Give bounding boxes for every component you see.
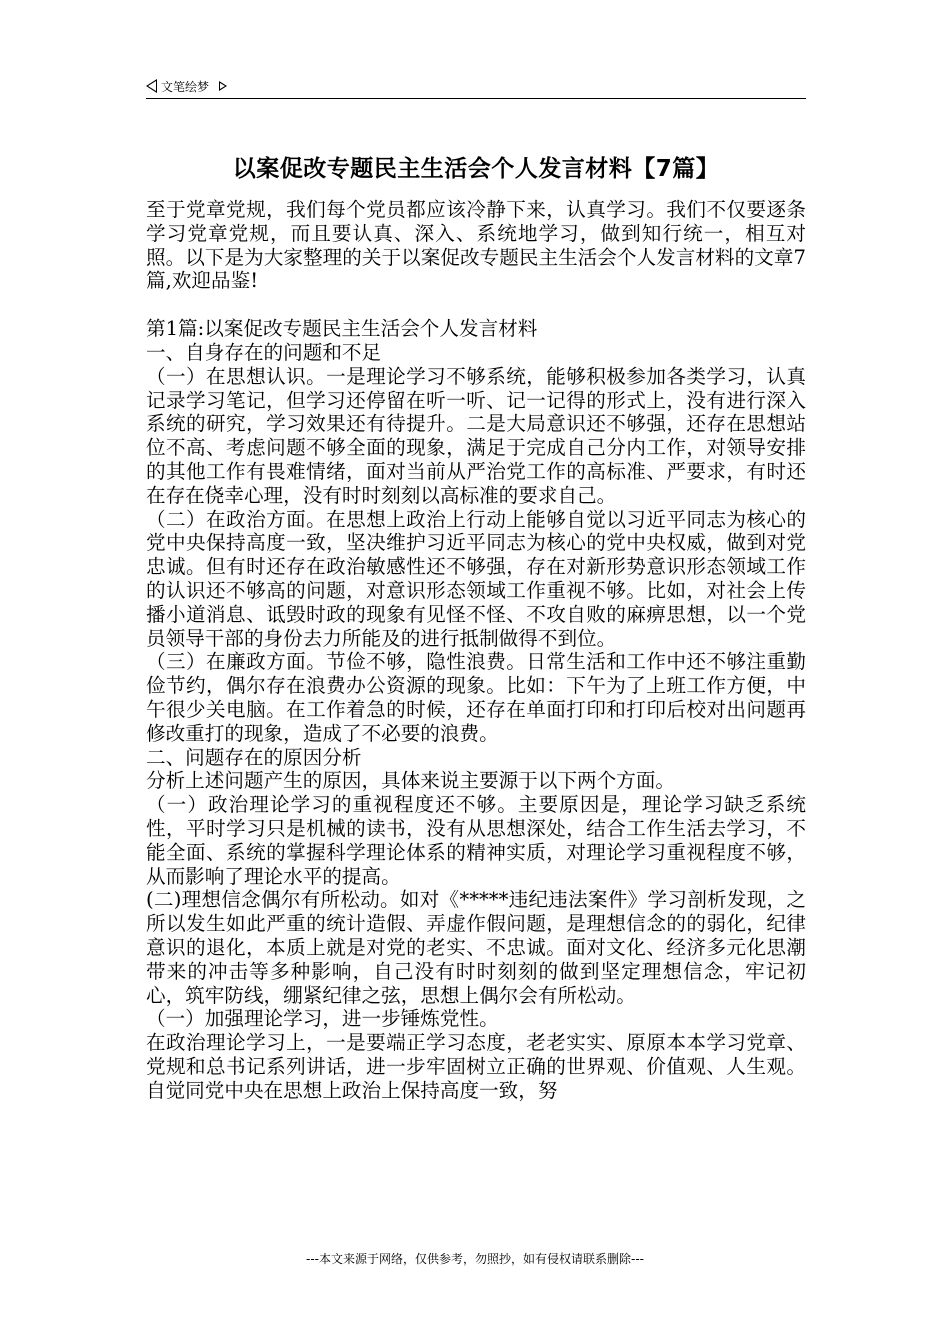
- body-paragraph: （三）在廉政方面。节俭不够，隐性浪费。日常生活和工作中还不够注重勤俭节约，偶尔存在浪费办公资源的现象。比如：下午为了上班工作方便，中午很少关电脑。在工作着急的时候，还存在单面打印和打印后校对出问题再修改重打的现象，造成了不必要的浪费。: [146, 650, 806, 745]
- body-paragraph: （一）在思想认识。一是理论学习不够系统，能够积极参加各类学习，认真记录学习笔记，但学习还停留在听一听、记一记得的形式上，没有进行深入系统的研究，学习效果还有待提升。二是大局意识还不够强，还存在思想站位不高、考虑问题不够全面的现象，满足于完成自己分内工作，对领导安排的其他工作有畏难情绪，面对当前从严治党工作的高标准、严要求，有时还在存在侥幸心理，没有时时刻刻以高标准的要求自己。: [146, 364, 806, 507]
- body-paragraph: （一）政治理论学习的重视程度还不够。主要原因是，理论学习缺乏系统性，平时学习只是机械的读书，没有从思想深处，结合工作生活去学习，不能全面、系统的掌握科学理论体系的精神实质，对理论学习重视程度不够，从而影响了理论水平的提高。: [146, 793, 806, 888]
- body-paragraph: （二）在政治方面。在思想上政治上行动上能够自觉以习近平同志为核心的党中央保持高度一致，坚决维护习近平同志为核心的党中央权威，做到对党忠诚。但有时还存在政治敏感性还不够强，存在对新形势意识形态领域工作的认识还不够高的问题，对意识形态领域工作重视不够。比如，对社会上传播小道消息、诋毁时政的现象有见怪不怪、不攻自败的麻痹思想，以一个党员领导干部的身份去力所能及的进行抵制做得不到位。: [146, 507, 806, 650]
- triangle-right-outline-icon: [219, 81, 227, 91]
- header-brand: 文笔绘梦: [161, 79, 210, 94]
- body-paragraph: (二)理想信念偶尔有所松动。如对《*****违纪违法案件》学习剖析发现，之所以发生如此严重的统计造假、弄虚作假问题，是理想信念的的弱化，纪律意识的退化，本质上就是对党的老实、不忠诚。面对文化、经济多元化思潮带来的冲击等多种影响，自己没有时时刻刻的做到坚定理想信念，牢记初心，筑牢防线，绷紧纪律之弦，思想上偶尔会有所松动。: [146, 888, 806, 1007]
- intro-paragraph: 至于党章党规，我们每个党员都应该冷静下来，认真学习。我们不仅要逐条学习党章党规，而且要认真、深入、系统地学习，做到知行统一，相互对照。以下是为大家整理的关于以案促改专题民主生活会个人发言材料的文章7篇,欢迎品鉴!: [146, 198, 806, 293]
- page-header: [146, 76, 806, 96]
- section-heading: 第1篇:以案促改专题民主生活会个人发言材料: [146, 317, 538, 341]
- body-paragraph: 分析上述问题产生的原因，具体来说主要源于以下两个方面。: [146, 769, 676, 793]
- section-heading: 二、问题存在的原因分析: [146, 745, 362, 769]
- document-body: [146, 198, 806, 1102]
- footer-disclaimer: ---本文来源于网络，仅供参考，勿照抄，如有侵权请联系删除---: [306, 1252, 644, 1266]
- section-heading: 一、自身存在的问题和不足: [146, 340, 382, 364]
- document-title: 以案促改专题民主生活会个人发言材料【7篇】: [232, 156, 720, 182]
- section-heading: （一）加强理论学习，进一步锤炼党性。: [146, 1007, 499, 1031]
- paragraph-gap: [146, 293, 806, 317]
- triangle-left-outline-icon: [146, 79, 157, 93]
- body-paragraph: 在政治理论学习上，一是要端正学习态度，老老实实、原原本本学习党章、党规和总书记系列讲话，进一步牢固树立正确的世界观、价值观、人生观。自觉同党中央在思想上政治上保持高度一致，努: [146, 1031, 806, 1102]
- header-divider: [146, 98, 806, 99]
